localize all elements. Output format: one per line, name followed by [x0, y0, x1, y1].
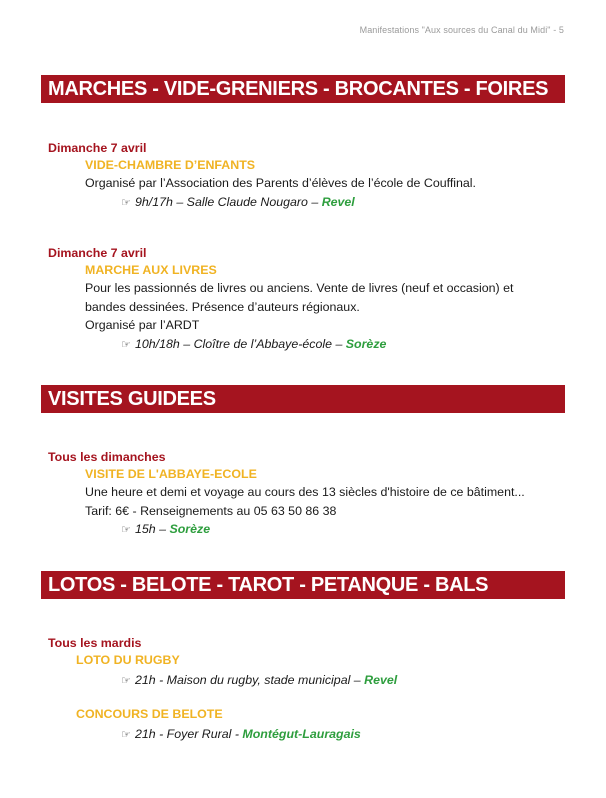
hand-pointer-icon: ☞: [121, 196, 131, 209]
event-description: bandes dessinées. Présence d’auteurs régionaux.: [85, 299, 360, 314]
hand-pointer-icon: ☞: [121, 675, 131, 687]
event-day: Tous les dimanches: [48, 450, 166, 464]
event-title: LOTO DU RUGBY: [76, 653, 180, 667]
event-day: Dimanche 7 avril: [48, 246, 147, 260]
section-heading-lotos: LOTOS - BELOTE - TAROT - PETANQUE - BALS: [41, 571, 565, 599]
section-heading-visites: VISITES GUIDEES: [41, 385, 565, 413]
event-day: Tous les mardis: [48, 636, 142, 650]
event-when-where: ☞ 9h/17h – Salle Claude Nougaro – Revel: [48, 193, 568, 212]
event-day: Dimanche 7 avril: [48, 141, 147, 155]
hand-pointer-icon: ☞: [121, 524, 131, 536]
event-town: Sorèze: [169, 522, 211, 536]
event-town: Revel: [321, 194, 355, 209]
event-marche-livres: [48, 245, 568, 354]
event-when-where: ☞ 21h - Maison du rugby, stade municipal – Revel: [48, 671, 568, 690]
event-town: Revel: [364, 673, 398, 687]
event-concours-belote: [48, 706, 568, 744]
event-title: MARCHE AUX LIVRES: [85, 263, 217, 277]
event-when-where: ☞ 10h/18h – Cloître de l’Abbaye-école – Sorèze: [48, 335, 568, 354]
event-town: Sorèze: [345, 336, 387, 351]
event-description: Une heure et demi et voyage au cours des 13 siècles d'histoire de ce bâtiment...: [85, 485, 525, 499]
event-town: Montégut-Lauragais: [242, 727, 361, 741]
event-price: Tarif: 6€ - Renseignements au 05 63 50 86 38: [85, 503, 337, 518]
page-header: Manifestations "Aux sources du Canal du Midi" - 5: [359, 25, 564, 35]
event-description: Organisé par l’Association des Parents d’élèves de l’école de Couffinal.: [85, 176, 476, 190]
event-when-where: ☞ 21h - Foyer Rural - Montégut-Lauragais: [48, 725, 568, 744]
event-title: VISITE DE L'ABBAYE-ECOLE: [85, 467, 257, 481]
hand-pointer-icon: ☞: [121, 338, 131, 351]
event-organizer: Organisé par l’ARDT: [85, 318, 200, 332]
event-when-where: ☞ 15h – Sorèze: [48, 520, 568, 539]
event-vide-chambre: [48, 140, 568, 212]
hand-pointer-icon: ☞: [121, 729, 131, 741]
event-title: CONCOURS DE BELOTE: [76, 707, 223, 721]
event-visite-abbaye: [48, 449, 568, 539]
section-heading-marches: MARCHES - VIDE-GRENIERS - BROCANTES - FOIRES: [41, 75, 565, 103]
event-title: VIDE-CHAMBRE D’ENFANTS: [85, 158, 256, 172]
event-loto-rugby: [48, 635, 568, 690]
event-description: Pour les passionnés de livres ou anciens. Vente de livres (neuf et occasion) et: [85, 281, 514, 295]
